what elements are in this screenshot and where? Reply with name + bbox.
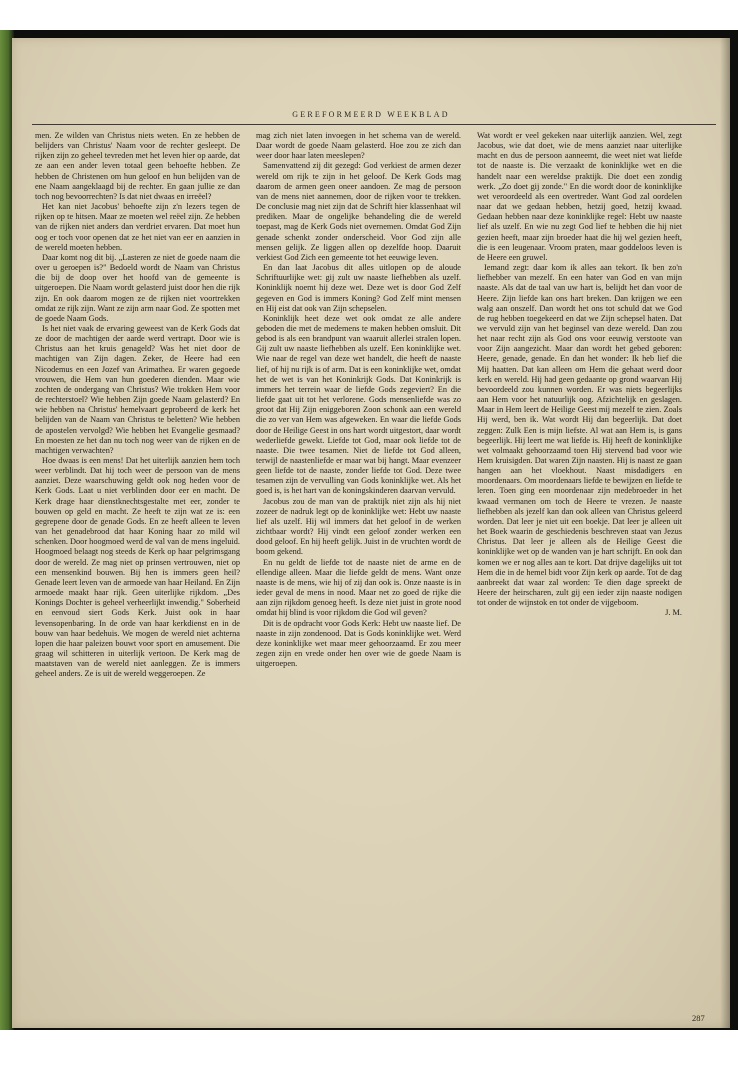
column-1 xyxy=(35,131,240,679)
paragraph: En nu geldt de liefde tot de naaste niet de arme en de ellendige alleen. Maar die liefde geldt de mens. Want onze naaste is de mens, wie hij of zij dan ook is. Onze naaste is in ieder geval de mens in nood. Maar net zo goed de rijke die aan zijn rijkdom genoeg heeft. Is deze niet juist in grote nood omdat hij blind is voor rijkdom die God wil geven? xyxy=(256,557,461,618)
paragraph: men. Ze wilden van Christus niets weten. En ze hebben de belijders van Christus' Naam voor de rechter gesleept. De rijken zijn zo geheel tevreden met het leven hier op aarde, dat ze aan een ander leven totaal geen behoefte hebben. Ze hebben de Christenen om hun geloof en hun belijden van de ene Naam aangeklaagd bij de rechter. En gaan jullie ze dan toch nog bevoorrechten? Is dat niet dwaas en irreëel? xyxy=(35,131,240,201)
column-3 xyxy=(477,131,682,619)
paragraph: Iemand zegt: daar kom ik alles aan tekort. Ik ben zo'n liefhebber van mezelf. En een hater van God en van mijn naaste. Als dat de taal van uw hart is, belijdt het dan voor de Heere. Zijn liefde kan ons hart breken. Dan krijgen we een walg aan onszelf. Dan wordt het ons tot schuld dat we God de rug hebben toegekeerd en dat we Zijn schepsel haten. Dat we vervuld zijn van het beginsel van deze wereld. Dan zou het naar recht zijn als God ons voor eeuwig verstoote van voor Zijn aangezicht. Maar dan wordt het gebed geboren: Heere, genade, genade. En dan het wonder: Ik heb lief die Mij haatten. Dat kan alleen om Hem die gehaat werd door kerk en wereld. Hij had geen gedaante op grond waarvan Hij bevoordeeld zou kunnen worden. Er was niets begeerlijks aan Hem voor het natuurlijk oog. Afzichtelijk en geslagen. Maar in Hem leert de Heilige Geest mij mezelf te zien. Zoals Hij werd, ben ik. Wat wordt Hij dan begeerlijk. Dat doet zeggen: Zulk Een is mijn liefste. Al wat aan Hem is, is gans begeerlijk. Hij leert me wat liefde is. Hij heeft de koninklijke wet volmaakt gehoorzaamd toen Hij stervend bad voor wie Hem kruisigden. Dat waren Zijn naasten. Hij is naast ze gaan hangen aan het vloekhout. Naast misdadigers en moordenaars. Om moordenaars liefde te bewijzen en liefde te leren. Toen ging een moordenaar zijn medebroeder in het kwaad vermanen om toch de Heere te vrezen. Je naaste liefhebben als jezelf kan dan ook alleen van Christus geleerd worden. Dat leer je niet uit een boekje. Dat leer je alleen uit het Boek waarin de geschiedenis beschreven staat van Jezus Christus. Dat leer je alleen als de Heilige Geest die koninklijke wet op de wanden van je hart schrijft. En ook dan komen we er nog alles aan te kort. Dat drijve dagelijks uit tot Hem die in de hemel bidt voor Zijn kerk op aarde. Tot de dag aanbreekt dat waar zal worden: Te dien dage spreekt de Heere der heirscharen, zult gij een ieder zijn naaste nodigen tot onder de wijnstok en tot onder de vijgeboom. xyxy=(477,263,682,608)
paragraph: Is het niet vaak de ervaring geweest van de Kerk Gods dat ze door de machtigen der aarde werd vertrapt. Door wie is Christus aan het kruis genageld? Was het niet door de machtigen van Zijn dagen. Zeker, de Heere had een Nicodemus en een Jozef van Arimathea. Er waren gegoede vrouwen, die Hem van hun goederen dienden. Maar wie zochten de ondergang van Christus? Wie trokken Hem voor de rechterstoel? Wie hebben Zijn goede Naam gelasterd? En wie hebben na Christus' hemelvaart geprobeerd de kerk het belijden van de Naam van Christus te beletten? Wie hebben de apostelen vervolgd? Wie hebben het Evangelie gesmaad? En moesten ze het dan nu toch nog weer van de rijken en de machtigen verwachten? xyxy=(35,323,240,455)
paragraph: Dit is de opdracht voor Gods Kerk: Hebt uw naaste lief. De naaste in zijn zondenood. Dat is Gods koninklijke wet. Werd deze koninklijke wet maar meer gehoorzaamd. Er zou meer zegen zijn en vrede onder hen over wie de goede Naam is uitgeroepen. xyxy=(256,618,461,669)
paragraph: En dan laat Jacobus dit alles uitlopen op de aloude Schriftuurlijke wet: gij zult uw naaste liefhebben als uzelf. Koninklijk noemt hij deze wet. Deze wet is door God Zelf gegeven en God is immers Koning? God Zelf mint mensen en Hij eist dat ook van Zijn schepselen. xyxy=(256,263,461,313)
paragraph: Hoe dwaas is een mens! Dat het uiterlijk aanzien hem toch weer verblindt. Dat hij toch weer de persoon van de mens aanziet. Deze waarschuwing geldt ook nog heden voor de Kerk Gods. Laat u niet verblinden door eer en macht. De Kerk drage haar dienstknechtsgestalte met eer, zonder te bouwen op geld en macht. Ze heeft te zijn wat ze is: een gegrepene door de genade Gods. En ze heeft alleen te leven van het genadebrood dat haar Koning haar zo mild wil schenken. Door hoogmoed werd de val van de mens ingeluid. Hoogmoed belaagt nog steeds de Kerk op haar pelgrimsgang door de wereld. Ze mag niet op prinsen vertrouwen, niet op een mensenkind bouwen. Bij hen is immers geen heil? Genade leert leven van de armoede van haar Heiland. En Zijn armoede maakt haar rijk. Geen uiterlijke rijkdom. „Des Konings Dochter is geheel verheerlijkt inwendig." Soberheid en eenvoud siert Gods Kerk. Juist ook in haar levensopenbaring. In de orde van haar kerkdienst en in de bouw van haar bedehuis. We mogen de wereld niet achterna lopen die haar paleizen bouwt voor sport en amusement. Die graag wil schitteren in uiterlijk vertoon. De Kerk mag de maatstaven van de wereld niet aanleggen. Ze is immers geheel anders. Ze is uit de wereld weggeroepen. Ze xyxy=(35,456,240,679)
author-signature: J. M. xyxy=(665,608,682,618)
paragraph: Daar komt nog dit bij. „Lasteren ze niet de goede naam die over u geroepen is?" Bedoeld wordt de Naam van Christus die bij de doop over het hoofd van de gemeente is uitgeroepen. Die Naam wordt gelasterd juist door hen die rijk zijn. En ook daarom mogen ze de rijken niet voortrekken omdat ze rijk zijn. Want ze zijn arm naar God. Ze spotten met de goede Naam Gods. xyxy=(35,252,240,323)
column-2 xyxy=(256,131,461,669)
paragraph: mag zich niet laten invoegen in het schema van de wereld. Daar wordt de goede Naam gelasterd. Hoe zou ze zich dan weer door haar laten meeslepen? xyxy=(256,131,461,161)
paragraph: Samenvattend zij dit gezegd: God verkiest de armen dezer wereld om rijk te zijn in het geloof. De Kerk Gods mag daarom de armen geen oneer aandoen. Ze mag de persoon van de mens niet aannemen, door de rijken voor te trekken. De conclusie mag niet zijn dat de Schrift hier klassenhaat wil prediken. Maar de ongelijke behandeling die de wereld toepast, mag de Kerk Gods niet overnemen. Omdat God Zijn genade schenkt zonder onderscheid. Voor God zijn alle mensen gelijk. Ze liggen allen op dezelfde hoop. Daaruit verkiest God Zich een gemeente tot het eeuwige leven. xyxy=(256,161,461,262)
paragraph: Jacobus zou de man van de praktijk niet zijn als hij niet zozeer de nadruk legt op de koninklijke wet: Hebt uw naaste lief als uzelf. Hij wil immers dat het geloof in de werken zichtbaar wordt? Hij vindt een geloof zonder werken een dood geloof. En hij heeft gelijk. Juist in de vruchten wordt de boom gekend. xyxy=(256,496,461,557)
scanned-photo xyxy=(0,30,738,1030)
paragraph: Wat wordt er veel gekeken naar uiterlijk aanzien. Wel, zegt Jacobus, wie dat doet, wie de mens aanziet naar uiterlijke macht en dus de persoon aanneemt, die weet niet wat liefde tot de naaste is. Die verzaakt de koninklijke wet en die handelt naar een wereldse praktijk. Die doet een zondig werk. „Zo doet gij zonde." En die wordt door de koninklijke wet veroordeeld als een overtreder. Want God zal oordelen naar dat we gedaan hebben, hetzij goed, hetzij kwaad. Gedaan hebben naar deze koninklijke regel: Hebt uw naaste lief als uzelf. En wie nu zegt God lief te hebben die hij niet gezien heeft, maar zijn broeder haat die hij wel gezien heeft, die is een leugenaar. Vroom praten, maar goddeloos leven is de Heere een gruwel. xyxy=(477,131,682,262)
page-number: 287 xyxy=(692,1013,705,1023)
running-header: GEREFORMEERD WEEKBLAD xyxy=(292,110,450,119)
paragraph: Koninklijk heet deze wet ook omdat ze alle andere geboden die met de medemens te maken hebben omsluit. Dit gebod is als een brandpunt van waaruit allerlei stralen lopen. Gij zult uw naaste liefhebben als uzelf. Een koninklijke wet. Wie naar de regel van deze wet handelt, die heeft de naaste lief, of hij nu rijk is of arm. Dat is een koninklijke wet, omdat het de wet is van het Koninkrijk Gods. Dat Koninkrijk is immers het terrein waar de liefde Gods zegeviert? En die liefde gaat uit tot het verlorene. Gods mensenliefde was zo groot dat Hij Zijn eniggeboren Zoon schonk aan een wereld die zo ver van Hem was afgeweken. En waar die liefde Gods door de Heilige Geest in ons hart wordt uitgestort, daar wordt wederliefde gewekt. Liefde tot God, maar ook liefde tot de naaste. Die twee tesamen. Niet de liefde tot God alleen, terwijl de naastenliefde er maar wat bij hangt. Maar evenzeer geen liefde tot de naaste, zonder liefde tot God. Deze twee tesamen zijn de vervulling van Gods koninklijke wet. Als het goed is, is het hart van de koningskinderen daarvan vervuld. xyxy=(256,313,461,496)
magazine-page xyxy=(12,38,730,1028)
header-rule xyxy=(32,124,716,125)
page-shadow xyxy=(720,38,730,1028)
paragraph: Het kan niet Jacobus' behoefte zijn z'n lezers tegen de rijken op te hitsen. Maar ze moeten wel reëel zijn. Ze hebben van de rijken niet anders dan verdriet ervaren. Dat moet hun oog er toch voor openen dat ze het niet van eer en aanzien in de wereld moeten hebben. xyxy=(35,202,240,252)
